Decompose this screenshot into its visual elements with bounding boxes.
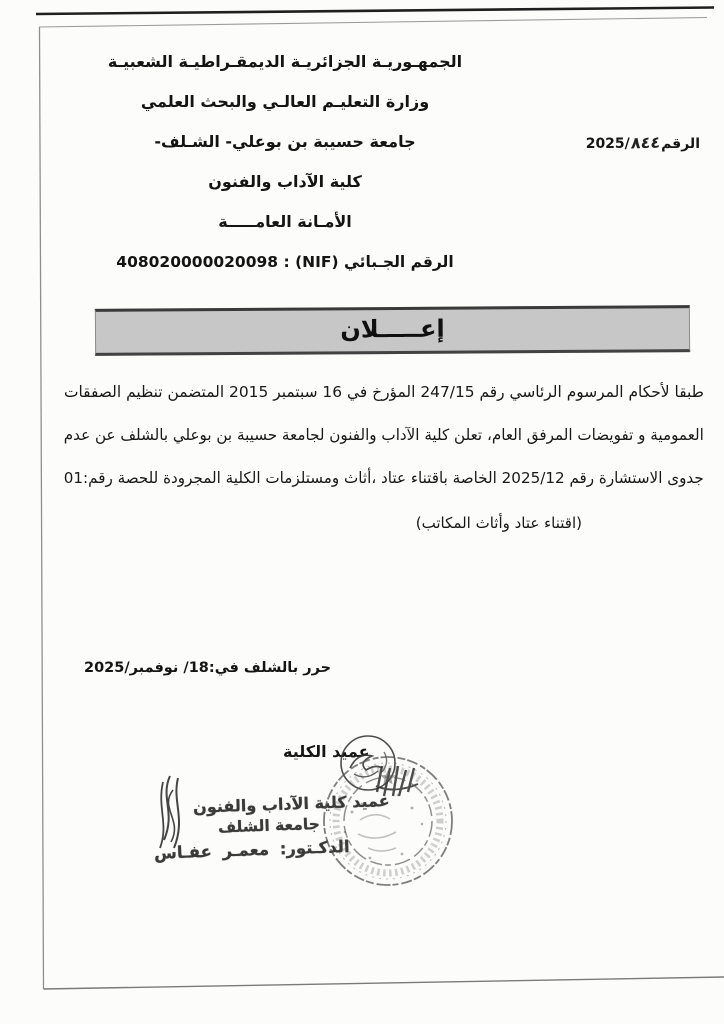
body-paragraph-line-2: العمومية و تفويضات المرفق العام، تعلن كلية الآداب والفنون لجامعة حسيبة بن بوعلي بالشلف عن عدم	[63, 426, 704, 444]
letterhead-republic-line: الجمهـوريـة الجزائريـة الديمقـراطيـة الشعبيـة	[107, 52, 463, 71]
announcement-banner	[95, 305, 690, 356]
body-paragraph-line-1: طبقا لأحكام المرسوم الرئاسي رقم 247/15 المؤرخ في 16 سبتمبر 2015 المتضمن تنظيم الصفقات	[64, 383, 704, 401]
letterhead-faculty-line: كلية الآداب والفنون	[208, 172, 362, 191]
reference-year: 2025/	[585, 136, 630, 152]
reference-number-line	[586, 133, 700, 152]
reference-handwritten-number: ٨٤٤	[630, 132, 661, 153]
letterhead-university-line: جامعة حسيبة بن بوعلي- الشـلف-	[154, 132, 416, 151]
official-round-stamp	[324, 757, 452, 885]
reference-label: الرقم	[661, 136, 700, 152]
issue-date-line: حرر بالشلف في:18/ نوفمبر/2025	[84, 660, 332, 676]
letterhead-secretariat-line: الأمـانة العامـــــة	[218, 212, 352, 231]
name-stamp-line-2: جامعة الشلف	[217, 815, 321, 837]
name-stamp-line-1: عميد كلية الآداب والفنون	[193, 791, 391, 817]
body-paragraph-line-3: جدوى الاستشارة رقم 2025/12 الخاصة باقتناء عتاد ،أثاث ومستلزمات الكلية المجرودة للحصة رقم:01	[64, 469, 704, 487]
pen-signature-strokes	[160, 776, 179, 848]
announcement-title: إعـــــلان	[340, 314, 445, 343]
letterhead	[95, 42, 475, 282]
body-parenthetical-line: (اقتناء عتاد وأثاث المكاتب)	[415, 514, 582, 532]
letterhead-ministry-line: وزارة التعليـم العالـي والبحث العلمي	[140, 92, 430, 111]
letterhead-nif-line: الرقم الجـبائي (NIF) : 408020000020098	[116, 253, 454, 271]
dean-title: عميد الكلية	[283, 742, 370, 761]
name-stamp-line-3: الدكـتور: معمـر عفـاس	[154, 837, 351, 863]
